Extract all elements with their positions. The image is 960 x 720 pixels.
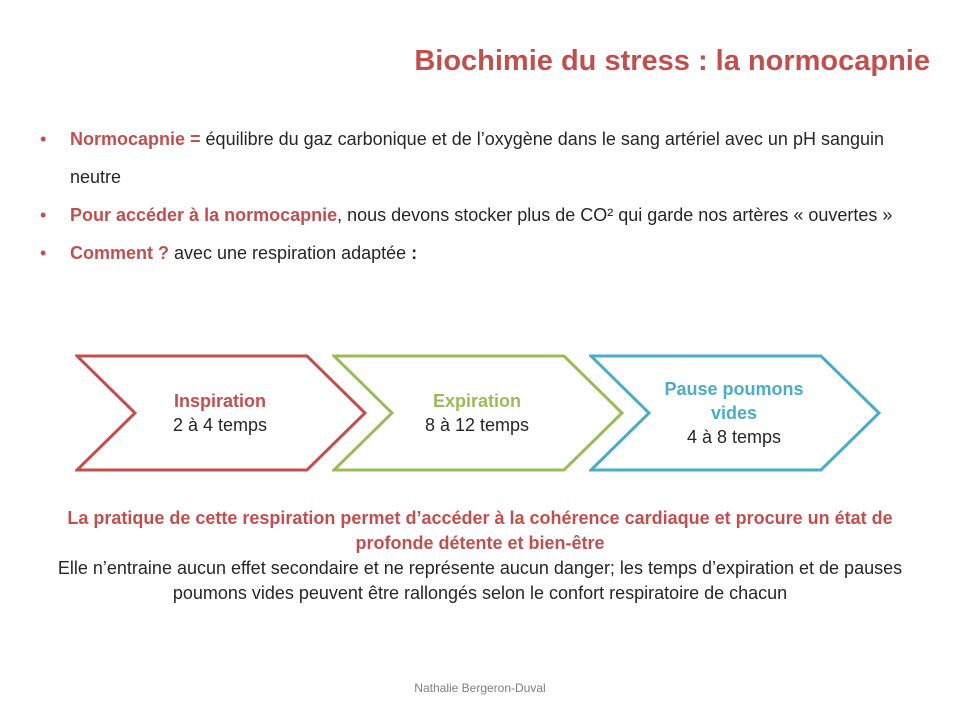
- footer-author: Nathalie Bergeron-Duval: [414, 681, 546, 695]
- step-duration: 2 à 4 temps: [172, 415, 268, 435]
- step-duration: 8 à 12 temps: [424, 415, 530, 435]
- bullet-item-comment: [40, 234, 930, 272]
- step-duration: 4 à 8 temps: [686, 427, 782, 447]
- step-title: Inspiration: [173, 391, 266, 411]
- bullet-highlight: Pour accéder à la normocapnie: [70, 205, 338, 225]
- conclusion-highlight: La pratique de cette respiration permet d’accéder à la cohérence cardiaque et procure un état de profonde détente et bien-être: [67, 508, 893, 553]
- step-chevron-pause: [589, 354, 881, 472]
- bullet-list: [40, 120, 930, 272]
- bullet-highlight: Comment ?: [70, 243, 169, 263]
- bullet-marker: •: [40, 129, 47, 149]
- bullet-text: équilibre du gaz carbonique et de l’oxygène dans le sang artériel avec un pH sanguin neutre: [70, 129, 885, 187]
- conclusion-text: Elle n’entraine aucun effet secondaire et ne représente aucun danger; les temps d’expiration et de pauses poumons vides peuvent être rallongés selon le confort respiratoire de chacun: [57, 558, 903, 603]
- bullet-highlight: Normocapnie =: [70, 129, 201, 149]
- bullet-text: , nous devons stocker plus de CO² qui garde nos artères « ouvertes »: [337, 205, 893, 225]
- step-text: [115, 354, 325, 472]
- step-chevron-inspiration: [75, 354, 367, 472]
- bullet-marker: •: [40, 243, 47, 263]
- bullet-colon: :: [411, 243, 418, 263]
- bullet-text: avec une respiration adaptée: [169, 243, 412, 263]
- step-title: Pause poumons vides: [664, 379, 804, 423]
- step-text: [639, 354, 829, 472]
- conclusion: [40, 506, 920, 606]
- slide-title: Biochimie du stress : la normocapnie: [414, 45, 930, 77]
- bullet-item-acceder: [40, 196, 930, 234]
- step-title: Expiration: [432, 391, 521, 411]
- step-text: [372, 354, 582, 472]
- bullet-item-normocapnie: [40, 120, 930, 196]
- step-chevron-expiration: [332, 354, 624, 472]
- bullet-marker: •: [40, 205, 47, 225]
